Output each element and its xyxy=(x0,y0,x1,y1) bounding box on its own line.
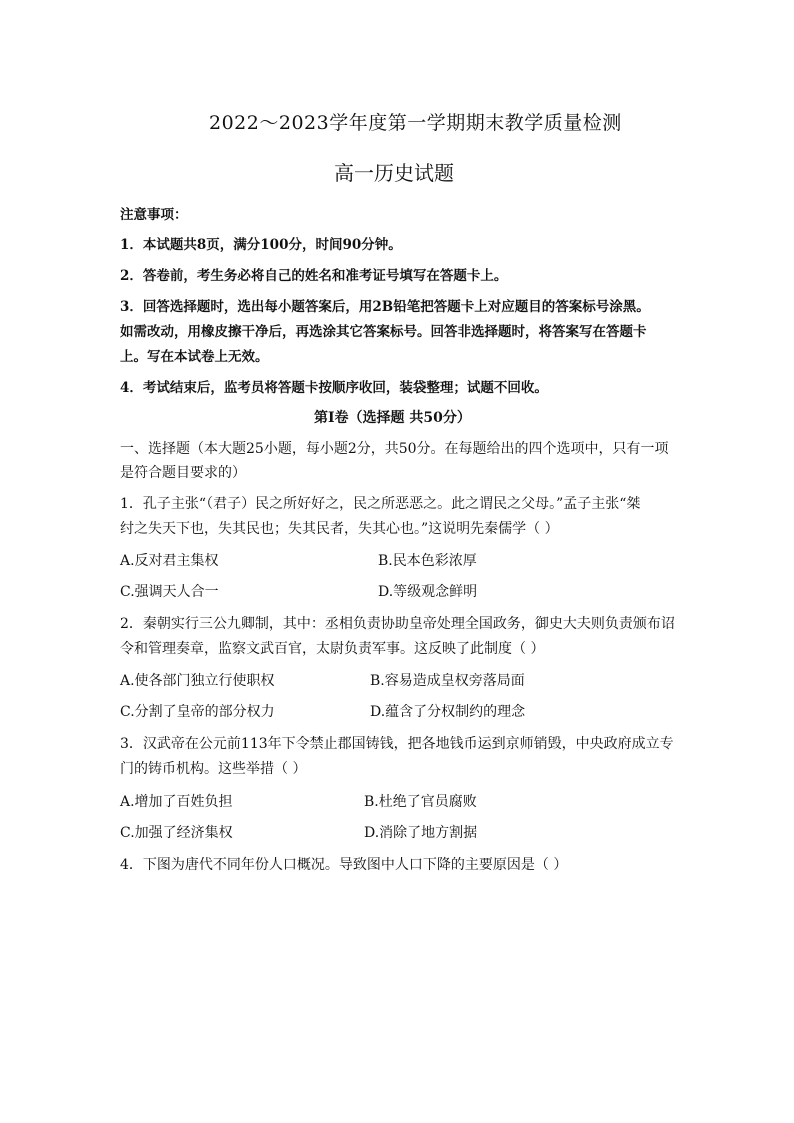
question-3-option-a: A.增加了百姓负担 xyxy=(120,794,233,810)
question-3-stem: 3．汉武帝在公元前113年下令禁止郡国铸钱，把各地钱币运到京师销毁，中央政府成立专 xyxy=(120,736,674,752)
question-2-stem: 令和管理奏章，监察文武百官，太尉负责军事。这反映了此制度（ ） xyxy=(120,641,545,657)
notes-item: 如需改动，用橡皮擦干净后，再选涂其它答案标号。回答非选择题时，将答案写在答题卡 xyxy=(120,324,647,340)
notes-heading: 注意事项： xyxy=(120,207,188,223)
section-intro: 一、选择题（本大题25小题，每小题2分，共50分。在每题给出的四个选项中，只有一项 xyxy=(120,441,669,457)
section-intro: 是符合题目要求的） xyxy=(120,465,246,481)
exam-subtitle: 高一历史试题 xyxy=(334,161,454,185)
notes-item: 上。写在本试卷上无效。 xyxy=(120,349,269,365)
question-1-option-a: A.反对君主集权 xyxy=(120,553,219,569)
notes-item: 3．回答选择题时，选出每小题答案后，用2B铅笔把答题卡上对应题目的答案标号涂黑。 xyxy=(120,299,650,315)
question-3-option-c: C.加强了经济集权 xyxy=(120,825,233,841)
question-3-option-b: B.杜绝了官员腐败 xyxy=(364,794,477,810)
section-heading: 第I卷（选择题 共50分） xyxy=(314,410,471,426)
question-1-option-b: B.民本色彩浓厚 xyxy=(378,553,477,569)
question-3-option-d: D.消除了地方割据 xyxy=(364,825,478,841)
question-1-stem: 1．孔子主张“（君子）民之所好好之，民之所恶恶之。此之谓民之父母。”孟子主张“桀 xyxy=(120,496,641,512)
notes-item: 4．考试结束后，监考员将答题卡按顺序收回，装袋整理；试题不回收。 xyxy=(120,380,548,396)
question-3-stem: 门的铸币机构。这些举措（ ） xyxy=(120,761,307,777)
question-1-option-c: C.强调天人合一 xyxy=(120,584,219,600)
question-2-option-c: C.分割了皇帝的部分权力 xyxy=(120,704,275,720)
notes-item: 2．答卷前，考生务必将自己的姓名和准考证号填写在答题卡上。 xyxy=(120,268,508,284)
question-2-option-d: D.蕴含了分权制约的理念 xyxy=(370,704,526,720)
question-1-stem: 纣之失天下也，失其民也；失其民者，失其心也。”这说明先秦儒学（ ） xyxy=(120,521,559,537)
question-4-stem: 4．下图为唐代不同年份人口概况。导致图中人口下降的主要原因是（ ） xyxy=(120,857,568,873)
question-2-stem: 2．秦朝实行三公九卿制，其中：丞相负责协助皇帝处理全国政务，御史大夫则负责颁布诏 xyxy=(120,616,675,632)
notes-item: 1．本试题共8页，满分100分，时间90分钟。 xyxy=(120,237,402,253)
question-1-option-d: D.等级观念鲜明 xyxy=(378,584,478,600)
question-2-option-a: A.使各部门独立行使职权 xyxy=(120,673,275,689)
exam-title: 2022～2023学年度第一学期期末教学质量检测 xyxy=(209,112,622,134)
question-2-option-b: B.容易造成皇权旁落局面 xyxy=(370,673,525,689)
